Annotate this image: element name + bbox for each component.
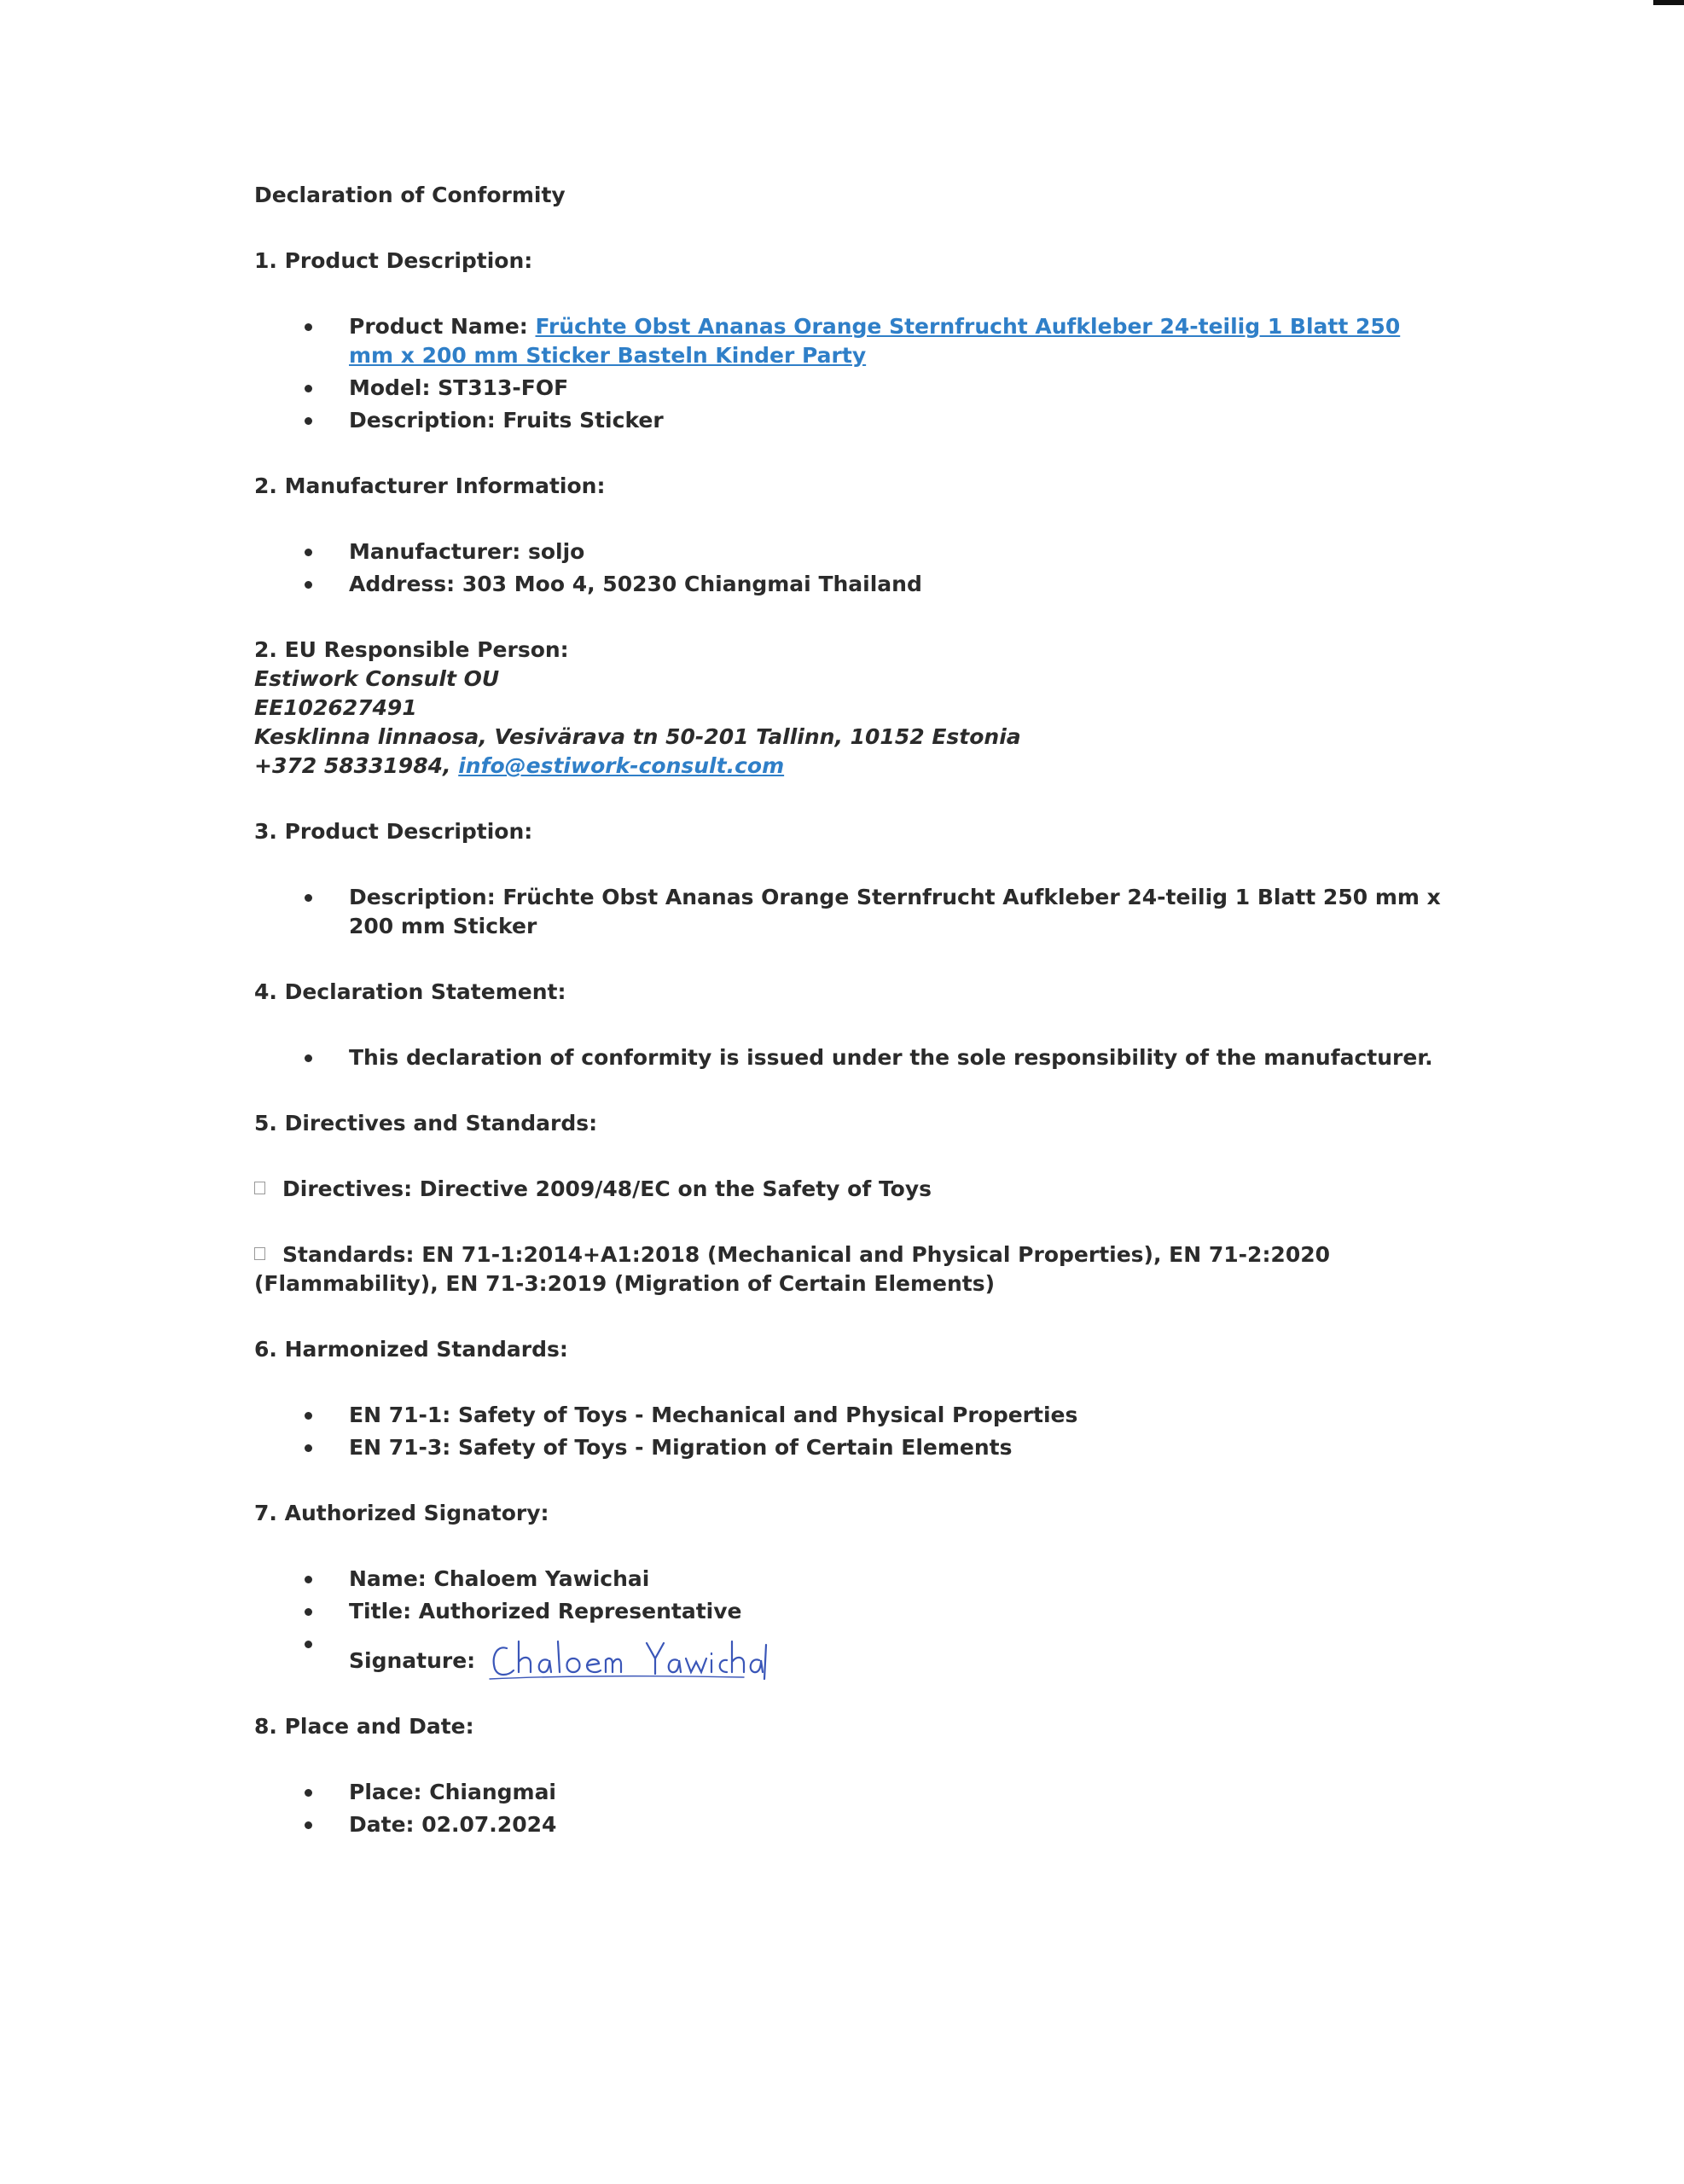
scan-corner-mark (1653, 0, 1684, 5)
eu-registration: EE102627491 (254, 695, 417, 720)
declaration-document (254, 181, 1449, 1876)
section-2-list (254, 537, 1449, 599)
directives-text: Directives: Directive 2009/48/EC on the Safety of Toys (282, 1176, 932, 1201)
standards-line (254, 1240, 1449, 1298)
list-item: Date: 02.07.2024 (349, 1810, 1449, 1839)
document-title: Declaration of Conformity (254, 183, 566, 207)
list-item: EN 71-3: Safety of Toys - Migration of Certain Elements (349, 1433, 1449, 1462)
list-item: Manufacturer: soljo (349, 537, 1449, 566)
eu-address: Kesklinna linnaosa, Vesivärava tn 50-201 Tallinn, 10152 Estonia (254, 724, 1021, 749)
section-4-list (254, 1043, 1449, 1072)
section-7-heading: 7. Authorized Signatory: (254, 1501, 549, 1525)
eu-phone: +372 58331984, (254, 753, 459, 778)
list-item: This declaration of conformity is issued under the sole responsibility of the manufacturer. (349, 1043, 1449, 1072)
eu-email-link[interactable]: info@estiwork-consult.com (458, 753, 785, 778)
section-8-list (254, 1778, 1449, 1839)
section-1-heading: 1. Product Description: (254, 248, 533, 273)
list-item: Title: Authorized Representative (349, 1597, 1449, 1626)
list-item: Model: ST313-FOF (349, 374, 1449, 403)
list-item: EN 71-1: Safety of Toys - Mechanical and Physical Properties (349, 1401, 1449, 1430)
list-item: Name: Chaloem Yawichai (349, 1565, 1449, 1594)
list-item: Description: Fruits Sticker (349, 406, 1449, 435)
list-item: Description: Früchte Obst Ananas Orange Sternfrucht Aufkleber 24-teilig 1 Blatt 250 mm x 200 mm Sticker (349, 883, 1449, 941)
section-7-list (254, 1565, 1449, 1676)
list-item (349, 1629, 1449, 1676)
section-8-heading: 8. Place and Date: (254, 1714, 474, 1739)
handwritten-signature (488, 1636, 769, 1682)
section-4-heading: 4. Declaration Statement: (254, 979, 566, 1004)
checkbox-glyph-icon (254, 1182, 265, 1194)
section-1-list (254, 312, 1449, 435)
list-item: Place: Chiangmai (349, 1778, 1449, 1807)
section-5-heading: 5. Directives and Standards: (254, 1111, 598, 1136)
list-item (349, 312, 1449, 370)
directives-line (254, 1175, 1449, 1204)
section-6-list (254, 1401, 1449, 1462)
section-6-heading: 6. Harmonized Standards: (254, 1337, 568, 1362)
eu-contact (254, 752, 1449, 781)
eu-responsible-heading: 2. EU Responsible Person: (254, 637, 569, 662)
eu-responsible-block (254, 665, 1449, 781)
list-item: Address: 303 Moo 4, 50230 Chiangmai Thailand (349, 570, 1449, 599)
eu-company: Estiwork Consult OU (254, 666, 500, 691)
section-3-heading: 3. Product Description: (254, 819, 533, 844)
section-2-heading: 2. Manufacturer Information: (254, 473, 606, 498)
product-name-label: Product Name: (349, 314, 536, 339)
signature-label: Signature: (349, 1648, 483, 1673)
section-3-list (254, 883, 1449, 941)
standards-text: Standards: EN 71-1:2014+A1:2018 (Mechanical and Physical Properties), EN 71-2:2020 (Flammability), EN 71-3:2019 (Migration of Certain Elements) (254, 1242, 1331, 1296)
checkbox-glyph-icon (254, 1247, 265, 1260)
product-name-link[interactable]: Früchte Obst Ananas Orange Sternfrucht Aufkleber 24-teilig 1 Blatt 250 mm x 200 mm Sticker Basteln Kinder Party (349, 314, 1401, 368)
